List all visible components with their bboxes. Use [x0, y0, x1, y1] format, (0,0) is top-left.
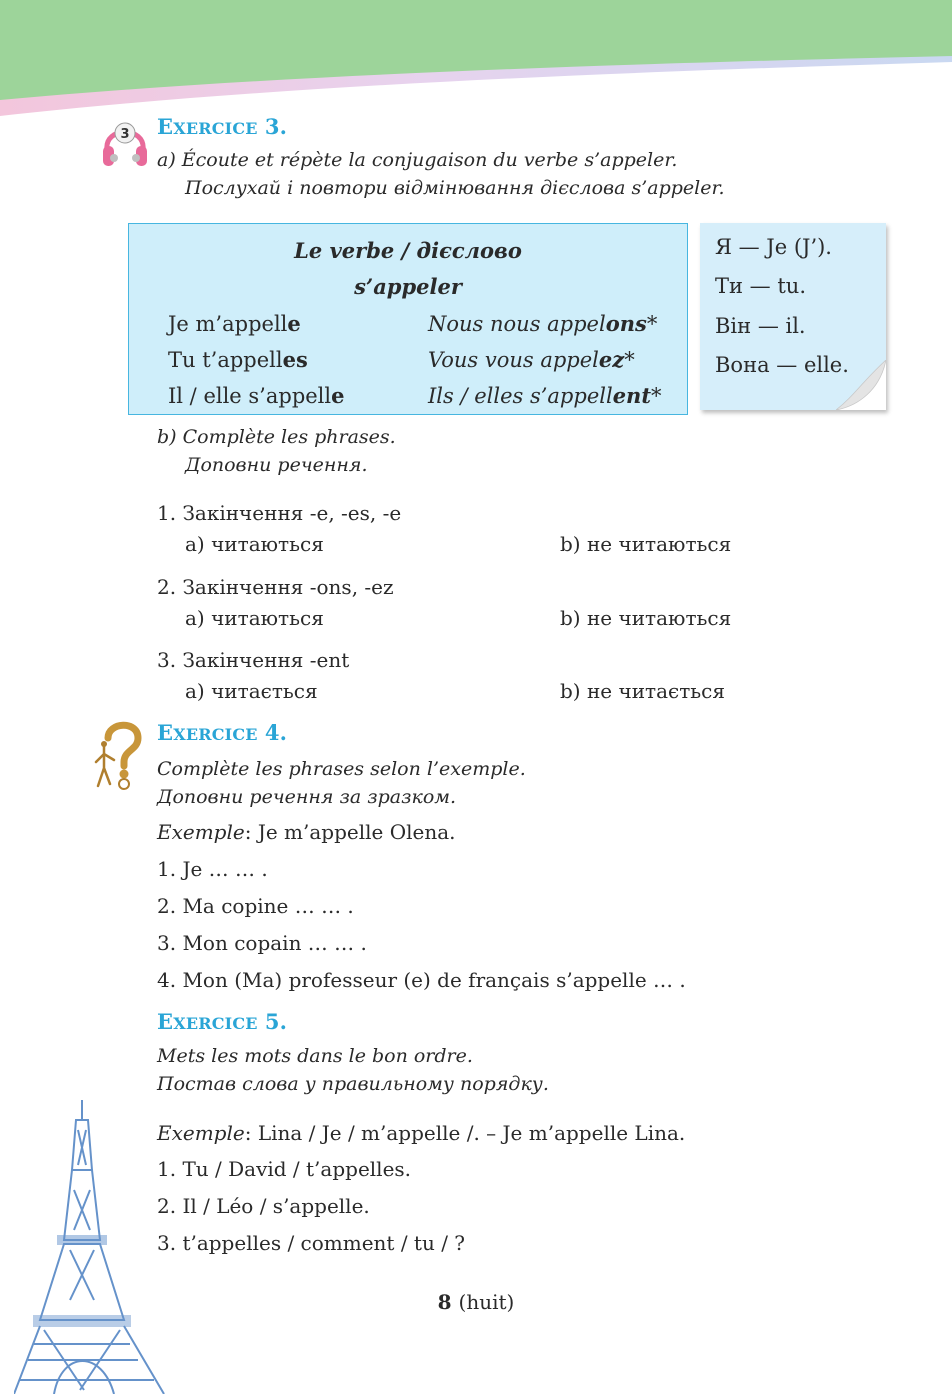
note-line: Вона — elle.	[715, 353, 849, 377]
option-3a: a) читається	[185, 679, 318, 703]
headphones-icon	[100, 112, 150, 170]
conj-vous: Vous vous appelez*	[428, 347, 635, 372]
note-line: Він — il.	[715, 314, 806, 338]
exercise5-line: 3. t’appelles / comment / tu / ?	[157, 1231, 466, 1255]
option-2b: b) не читаються	[560, 606, 732, 630]
exercise4-instruction-fr: Complète les phrases selon l’exemple.	[157, 758, 526, 780]
exercise4-line: 1. Je … … .	[157, 857, 268, 881]
conj-nous: Nous nous appelons*	[428, 311, 658, 336]
conj-il-elle: Il / elle s’appelle	[168, 383, 345, 408]
exercise4-example: Exemple: Je m’appelle Olena.	[157, 820, 456, 844]
exercise3-instruction-ua: Послухай і повтори відмінювання дієслова s’appeler.	[185, 177, 725, 199]
option-1b: b) не читаються	[560, 532, 732, 556]
exercise3-partb-ua: Доповни речення.	[185, 454, 368, 476]
exercise3-title: EXERCICE 3.	[157, 114, 288, 139]
exercise5-instruction-fr: Mets les mots dans le bon ordre.	[157, 1045, 473, 1067]
conj-tu: Tu t’appelles	[168, 347, 308, 372]
note-line: Ти — tu.	[715, 274, 806, 298]
exercise4-line: 2. Ma copine … … .	[157, 894, 354, 918]
page-curl-icon	[836, 360, 886, 410]
question-3: 3. Закінчення -ent	[157, 648, 350, 672]
option-1a: a) читаються	[185, 532, 324, 556]
conj-je: Je m’appelle	[168, 311, 301, 336]
header-band	[0, 0, 952, 120]
exercise5-example: Exemple: Lina / Je / m’appelle /. – Je m’appelle Lina.	[157, 1121, 686, 1145]
exercise3-instruction-fr: a) Écoute et répète la conjugaison du verbe s’appeler.	[157, 149, 678, 171]
exercise3-partb-fr: b) Complète les phrases.	[157, 426, 396, 448]
conjugation-title: Le verbe / дієслово	[294, 238, 522, 263]
exercise5-line: 1. Tu / David / t’appelles.	[157, 1157, 412, 1181]
question-1: 1. Закінчення -e, -es, -e	[157, 501, 402, 525]
conjugation-box	[128, 223, 688, 415]
eiffel-tower-image	[14, 1100, 194, 1394]
exercise4-instruction-ua: Доповни речення за зразком.	[157, 786, 457, 808]
conjugation-verb: s’appeler	[354, 274, 462, 299]
question-mark-icon	[92, 718, 150, 792]
question-2: 2. Закінчення -ons, -ez	[157, 575, 394, 599]
exercise5-title: EXERCICE 5.	[157, 1009, 288, 1034]
page-number: 8 (huit)	[437, 1290, 515, 1314]
note-line: Я — Je (J’).	[715, 235, 832, 259]
exercise5-line: 2. Il / Léo / s’appelle.	[157, 1194, 370, 1218]
exercise4-title: EXERCICE 4.	[157, 720, 288, 745]
exercise5-instruction-ua: Постав слова у правильному порядку.	[157, 1073, 549, 1095]
option-2a: a) читаються	[185, 606, 324, 630]
exercise4-line: 4. Mon (Ma) professeur (e) de français s’appelle … .	[157, 968, 686, 992]
track-number: 3	[120, 127, 130, 142]
option-3b: b) не читається	[560, 679, 725, 703]
exercise4-line: 3. Mon copain … … .	[157, 931, 367, 955]
conj-ils-elles: Ils / elles s’appellent*	[428, 383, 662, 408]
pronoun-note-card	[700, 223, 886, 410]
